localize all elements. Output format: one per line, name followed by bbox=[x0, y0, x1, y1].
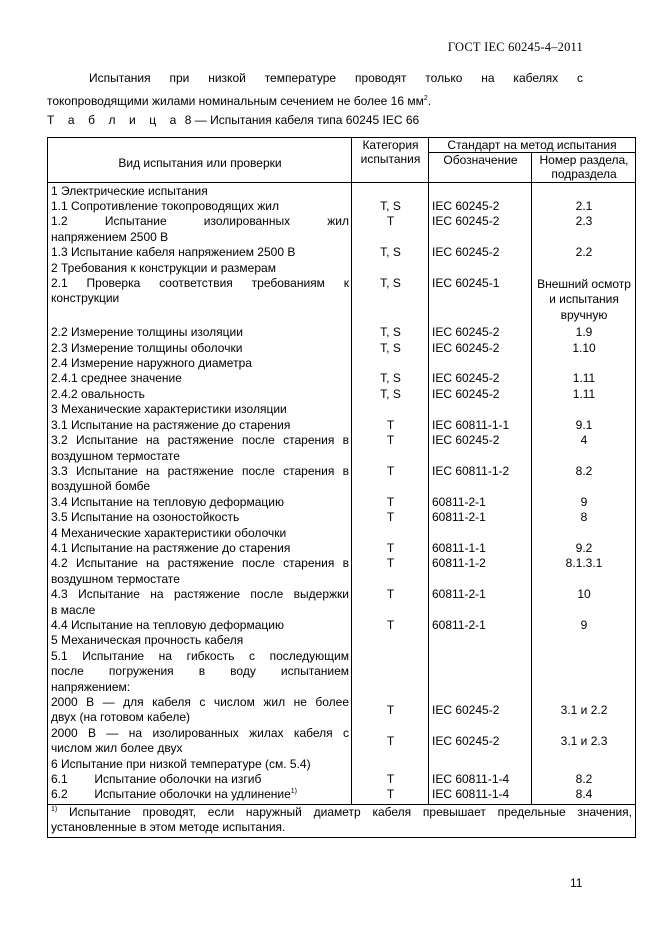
row-designation: 60811-2-1 bbox=[429, 510, 532, 525]
row-section: 8.4 bbox=[532, 787, 636, 804]
row-category: T bbox=[352, 726, 429, 757]
row-section: 8.2 bbox=[532, 772, 636, 787]
row-designation: IEC 60245-2 bbox=[429, 433, 532, 464]
row-category: T bbox=[352, 433, 429, 464]
header-category: Категория испытания bbox=[352, 138, 429, 183]
intro-superscript: 2 bbox=[423, 95, 428, 102]
row-designation bbox=[429, 402, 532, 417]
table-row bbox=[48, 587, 636, 618]
row-test-name: 3 Механические характеристики изоляции bbox=[48, 402, 352, 417]
row-section: 1.11 bbox=[532, 387, 636, 402]
row-section bbox=[532, 402, 636, 417]
header-test-type: Вид испытания или проверки bbox=[48, 138, 352, 183]
table-row bbox=[48, 245, 636, 260]
row-category: T, S bbox=[352, 387, 429, 402]
intro-line-2-end: . bbox=[427, 94, 432, 108]
table-row bbox=[48, 276, 636, 325]
row-designation: 60811-1-1 bbox=[429, 541, 532, 556]
table-caption bbox=[47, 113, 419, 127]
row-test-name-line2: воздушном термостате bbox=[51, 571, 180, 586]
footnote-cell bbox=[48, 804, 636, 837]
row-test-name-line1: 3.2 Испытание на растяжение после старения в bbox=[51, 433, 349, 448]
row-category: T bbox=[352, 618, 429, 633]
table-row bbox=[48, 418, 636, 433]
row-designation: IEC 60245-2 bbox=[429, 695, 532, 726]
table-footnote bbox=[48, 804, 636, 837]
row-category: T bbox=[352, 510, 429, 525]
row-test-name: 2 Требования к конструкции и размерам bbox=[48, 261, 352, 276]
row-test-name-line2: двух (на готовом кабеле) bbox=[51, 710, 191, 725]
row-test-name: 5 Механическая прочность кабеля bbox=[48, 633, 352, 648]
table-row bbox=[48, 787, 636, 804]
row-category: T, S bbox=[352, 341, 429, 356]
row-test-name: 2.4 Измерение наружного диаметра bbox=[48, 356, 352, 371]
row-designation: 60811-1-2 bbox=[429, 556, 532, 587]
table-row bbox=[48, 371, 636, 386]
row-section: Внешний осмотр и испытания вручную bbox=[532, 276, 636, 325]
header-section: Номер раздела, подраздела bbox=[532, 153, 636, 182]
row-test-name: 2.3 Измерение толщины оболочки bbox=[48, 341, 352, 356]
row-section: 3.1 и 2.2 bbox=[532, 695, 636, 726]
table-row bbox=[48, 433, 636, 464]
row-section bbox=[532, 526, 636, 541]
row-test-name-line1: 1.2 Испытание изолированных жил bbox=[51, 214, 349, 229]
row-test-name-line1: 4.2 Испытание на растяжение после старения в bbox=[51, 556, 349, 571]
row-section: 2.3 bbox=[532, 214, 636, 245]
row-section: 2.1 bbox=[532, 199, 636, 214]
table-body bbox=[48, 182, 636, 804]
row-category: T, S bbox=[352, 245, 429, 260]
row-designation bbox=[429, 633, 532, 648]
row-test-name-line1: 2000 В — для кабеля с числом жил не более bbox=[51, 695, 349, 710]
row-category bbox=[352, 261, 429, 276]
row-section: 9 bbox=[532, 495, 636, 510]
footnote-line-1 bbox=[51, 805, 632, 820]
row-test-name: 4.4 Испытание на тепловую деформацию bbox=[48, 618, 352, 633]
row-test-name: 3.5 Испытание на озоностойкость bbox=[48, 510, 352, 525]
row-category: T bbox=[352, 418, 429, 433]
row-section bbox=[532, 356, 636, 371]
row-test-name: 3.1 Испытание на растяжение до старения bbox=[48, 418, 352, 433]
row-designation: IEC 60245-2 bbox=[429, 245, 532, 260]
row-test-name bbox=[48, 433, 352, 464]
page-number: 11 bbox=[570, 876, 583, 890]
row-category bbox=[352, 526, 429, 541]
row-designation bbox=[429, 526, 532, 541]
row-test-name: 1 Электрические испытания bbox=[48, 182, 352, 199]
table-row bbox=[48, 341, 636, 356]
row-category: T bbox=[352, 772, 429, 787]
row-designation bbox=[429, 261, 532, 276]
row-test-name-line2: воздушном термостате bbox=[51, 448, 180, 463]
row-section: 1.11 bbox=[532, 371, 636, 386]
row-test-name-line2: после погружения в воду испытанием bbox=[51, 664, 349, 679]
footnote-line-1-text: Испытание проводят, если наружный диаметр кабеля превышает предельные значения, bbox=[57, 804, 633, 819]
row-designation: IEC 60811-1-4 bbox=[429, 772, 532, 787]
row-category: T bbox=[352, 556, 429, 587]
row-category: T bbox=[352, 495, 429, 510]
document-standard-header: ГОСТ IEC 60245-4–2011 bbox=[447, 40, 583, 54]
row-category bbox=[352, 182, 429, 199]
table-row bbox=[48, 556, 636, 587]
row-section: 4 bbox=[532, 433, 636, 464]
row-category: T bbox=[352, 214, 429, 245]
table-caption-label: Т а б л и ц а bbox=[47, 113, 182, 127]
intro-paragraph bbox=[47, 67, 583, 113]
table-row bbox=[48, 356, 636, 371]
row-section: 1.9 bbox=[532, 325, 636, 340]
row-category: T bbox=[352, 541, 429, 556]
row-section bbox=[532, 649, 636, 695]
row-designation: IEC 60811-1-2 bbox=[429, 464, 532, 495]
row-test-name: 2.4.2 овальность bbox=[48, 387, 352, 402]
row-test-name-line1: 2.1 Проверка соответствия требованиям к bbox=[51, 276, 349, 291]
row-category bbox=[352, 649, 429, 695]
row-test-name-line1: 3.3 Испытание на растяжение после старения в bbox=[51, 463, 349, 478]
table-row bbox=[48, 495, 636, 510]
row-section: 1.10 bbox=[532, 341, 636, 356]
row-designation bbox=[429, 757, 532, 772]
table-caption-title: 8 — Испытания кабеля типа 60245 IEC 66 bbox=[181, 113, 420, 127]
row-category bbox=[352, 757, 429, 772]
row-category: T bbox=[352, 464, 429, 495]
row-test-name: 2.4.1 среднее значение bbox=[48, 371, 352, 386]
table-row bbox=[48, 214, 636, 245]
row-test-name-line3: напряжением: bbox=[51, 679, 131, 694]
row-test-name: 1.3 Испытание кабеля напряжением 2500 В bbox=[48, 245, 352, 260]
table-row bbox=[48, 772, 636, 787]
table-row bbox=[48, 757, 636, 772]
row-test-name bbox=[48, 649, 352, 695]
row-section bbox=[532, 757, 636, 772]
row-section: 9 bbox=[532, 618, 636, 633]
row-designation: IEC 60811-1-1 bbox=[429, 418, 532, 433]
table-row bbox=[48, 526, 636, 541]
table-row bbox=[48, 182, 636, 199]
row-category: T, S bbox=[352, 276, 429, 325]
row-section: 9.1 bbox=[532, 418, 636, 433]
table-row bbox=[48, 618, 636, 633]
row-designation: IEC 60245-1 bbox=[429, 276, 532, 325]
row-section: 9.2 bbox=[532, 541, 636, 556]
header-designation: Обозначение bbox=[429, 153, 532, 182]
row-section: 8 bbox=[532, 510, 636, 525]
row-test-name bbox=[48, 556, 352, 587]
row-test-name bbox=[48, 214, 352, 245]
row-category bbox=[352, 402, 429, 417]
row-test-name-line2: в масле bbox=[51, 602, 96, 617]
row-category: T, S bbox=[352, 371, 429, 386]
row-designation bbox=[429, 356, 532, 371]
row-test-name: 6.1 Испытание оболочки на изгиб bbox=[48, 772, 352, 787]
footnote-mark: 1) bbox=[51, 805, 58, 813]
row-category: T bbox=[352, 587, 429, 618]
row-category: T bbox=[352, 695, 429, 726]
row-section: 8.2 bbox=[532, 464, 636, 495]
row-test-name-text: 6.2 Испытание оболочки на удлинение bbox=[51, 787, 291, 802]
table-row bbox=[48, 199, 636, 214]
row-section: 3.1 и 2.3 bbox=[532, 726, 636, 757]
row-section bbox=[532, 633, 636, 648]
table-row bbox=[48, 464, 636, 495]
table-row bbox=[48, 726, 636, 757]
row-designation: IEC 60245-2 bbox=[429, 371, 532, 386]
row-test-name bbox=[48, 726, 352, 757]
table-row bbox=[48, 387, 636, 402]
row-test-name bbox=[48, 464, 352, 495]
table-row bbox=[48, 695, 636, 726]
row-designation: 60811-2-1 bbox=[429, 587, 532, 618]
row-test-name-line1: 4.3 Испытание на растяжение после выдержки bbox=[51, 587, 349, 602]
tests-table bbox=[47, 137, 636, 838]
row-designation: 60811-2-1 bbox=[429, 618, 532, 633]
intro-line-1: Испытания при низкой температуре проводят только на кабелях с bbox=[89, 71, 583, 85]
row-section bbox=[532, 261, 636, 276]
row-test-name: 1.1 Сопротивление токопроводящих жил bbox=[48, 199, 352, 214]
intro-line-2 bbox=[47, 90, 583, 113]
row-designation bbox=[429, 649, 532, 695]
table-row bbox=[48, 325, 636, 340]
row-designation: IEC 60245-2 bbox=[429, 199, 532, 214]
row-test-name-line2: числом жил более двух bbox=[51, 741, 183, 756]
row-designation: IEC 60811-1-4 bbox=[429, 787, 532, 804]
row-category: T, S bbox=[352, 199, 429, 214]
row-designation: IEC 60245-2 bbox=[429, 341, 532, 356]
row-test-name-line1: 2000 В — на изолированных жилах кабеля с bbox=[51, 725, 349, 740]
row-test-name bbox=[48, 695, 352, 726]
footnote-ref-mark: 1) bbox=[290, 788, 297, 796]
row-test-name-line1: 5.1 Испытание на гибкость с последующим bbox=[51, 648, 349, 663]
row-test-name: 3.4 Испытание на тепловую деформацию bbox=[48, 495, 352, 510]
row-test-name: 6 Испытание при низкой температуре (см. 5.4) bbox=[48, 757, 352, 772]
row-designation bbox=[429, 182, 532, 199]
row-test-name-line2: напряжением 2500 В bbox=[51, 229, 169, 244]
table-row bbox=[48, 510, 636, 525]
row-category bbox=[352, 633, 429, 648]
table-row bbox=[48, 402, 636, 417]
table-row bbox=[48, 261, 636, 276]
row-category: T bbox=[352, 787, 429, 804]
table-header bbox=[48, 138, 636, 183]
row-test-name bbox=[48, 276, 352, 325]
table-row bbox=[48, 649, 636, 695]
row-test-name-line2: воздушной бомбе bbox=[51, 479, 151, 494]
table-row bbox=[48, 541, 636, 556]
table-row bbox=[48, 633, 636, 648]
row-section: 8.1.3.1 bbox=[532, 556, 636, 587]
row-designation: IEC 60245-2 bbox=[429, 325, 532, 340]
row-category: T, S bbox=[352, 325, 429, 340]
row-test-name bbox=[48, 787, 352, 804]
row-section bbox=[532, 182, 636, 199]
row-test-name: 4 Механические характеристики оболочки bbox=[48, 526, 352, 541]
row-test-name: 4.1 Испытание на растяжение до старения bbox=[48, 541, 352, 556]
header-standard: Стандарт на метод испытания bbox=[429, 138, 636, 153]
row-section: 2.2 bbox=[532, 245, 636, 260]
row-designation: IEC 60245-2 bbox=[429, 726, 532, 757]
row-category bbox=[352, 356, 429, 371]
row-test-name-line2: конструкции bbox=[51, 291, 120, 306]
intro-line-2-text: токопроводящими жилами номинальным сечением не более 16 мм bbox=[47, 94, 424, 108]
row-designation: IEC 60245-2 bbox=[429, 387, 532, 402]
row-designation: 60811-2-1 bbox=[429, 495, 532, 510]
row-test-name bbox=[48, 587, 352, 618]
row-section: 10 bbox=[532, 587, 636, 618]
row-designation: IEC 60245-2 bbox=[429, 214, 532, 245]
footnote-line-2: установленные в этом методе испытания. bbox=[51, 820, 286, 835]
row-test-name: 2.2 Измерение толщины изоляции bbox=[48, 325, 352, 340]
